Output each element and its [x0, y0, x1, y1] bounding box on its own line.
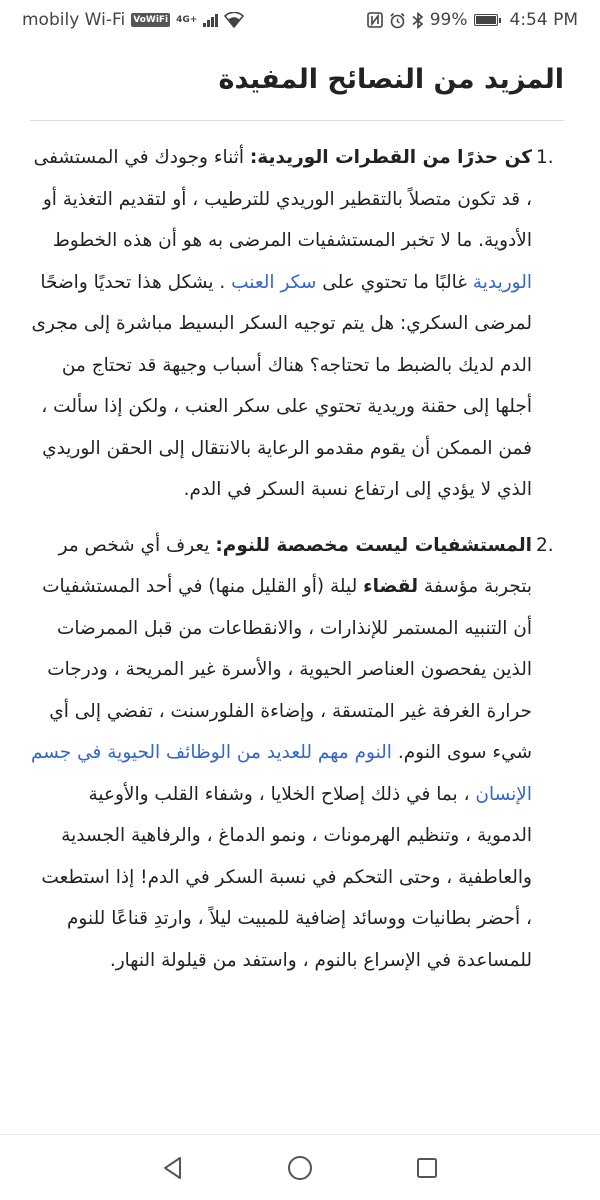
battery-icon — [474, 14, 498, 26]
clock: 4:54 PM — [509, 10, 578, 30]
tips-list — [30, 137, 564, 981]
network-type: 4G+ — [176, 15, 198, 25]
tip-text: ، بما في ذلك إصلاح الخلايا ، وشفاء القلب والأوعية الدموية ، وتنظيم الهرمونات ، ونمو الدماغ ، والرفاهية الجسدية والعاطفية ، وحتى التحكم في نسبة السكر في الدم! إذا استطعت ، أحضر بطانيات ووسائد إضافية للمبيت ليلاً ، وارتدِ قناعًا للنوم للمساعدة في الإسراع بالنوم ، واستفد من قيلولة النهار. — [41, 783, 532, 971]
nfc-icon — [367, 12, 383, 28]
tip-text: يعرف أي شخص مر بتجربة مؤسفة — [58, 534, 532, 597]
tip-text: ليلة (أو القليل منها) في أحد المستشفيات أن التنبيه المستمر للإنذارات ، والانقطاعات من قبل الممرضات الذين يفحصون العناصر الحيوية ، والأسرة غير المريحة ، ودرجات حرارة الغرفة غير المتسقة ، وإضاءة الفلورسنت ، تفضي إلى أي شيء سوى النوم. — [42, 576, 532, 763]
tip-title: المستشفيات ليست مخصصة للنوم: — [215, 534, 532, 556]
tip-text: أثناء وجودك في المستشفى ، قد تكون متصلاً بالتقطير الوريدي للترطيب ، أو لتقديم التغذية أو الأدوية. ما لا تخبر المستشفيات المرضى به هو أن هذه الخطوط — [33, 147, 532, 251]
recents-icon — [415, 1156, 439, 1180]
tip-title: كن حذرًا من القطرات الوريدية: — [249, 147, 532, 168]
home-button[interactable] — [280, 1148, 320, 1188]
back-icon — [160, 1155, 186, 1181]
status-left — [22, 10, 244, 30]
signal-icon — [203, 13, 218, 27]
tip-text: . يشكل هذا تحديًا واضحًا لمرضى السكري: هل يتم توجيه السكر البسيط مباشرة إلى مجرى الدم لديك بالضبط ما تحتاجه؟ هناك أسباب وجيهة قد تحتاج من أجلها إلى حقنة وريدية تحتوي على سكر العنب ، ولكن إذا سألت ، فمن الممكن أن يقوم مقدمو الرعاية بالانتقال إلى الحقن الوريدي الذي لا يؤدي إلى ارتفاع نسبة السكر في الدم. — [31, 271, 532, 500]
bluetooth-icon — [412, 12, 424, 29]
vowifi-badge: VoWiFi — [133, 15, 169, 25]
navigation-bar — [0, 1134, 600, 1200]
list-item-number: 1. — [536, 147, 554, 168]
status-bar — [0, 0, 600, 40]
battery-percent: 99% — [429, 10, 468, 30]
recents-button[interactable] — [407, 1148, 447, 1188]
carrier-label: mobily Wi-Fi — [22, 10, 126, 30]
list-item-number: 2. — [536, 534, 554, 556]
list-item — [30, 137, 564, 511]
alarm-icon — [389, 12, 406, 29]
status-right — [367, 10, 578, 30]
iv-link[interactable]: الوريدية — [472, 271, 532, 293]
home-icon — [286, 1154, 314, 1182]
section-heading: المزيد من النصائح المفيدة — [30, 60, 564, 121]
list-item — [30, 525, 564, 982]
dextrose-link[interactable]: سكر العنب — [231, 271, 317, 293]
wifi-icon — [224, 12, 244, 28]
back-button[interactable] — [153, 1148, 193, 1188]
tip-text: غالبًا ما تحتوي على — [316, 271, 473, 293]
sleep-link[interactable]: النوم مهم للعديد من الوظائف الحيوية في جسم الإنسان — [30, 742, 532, 805]
tip-bold-word: لقضاء — [363, 576, 419, 597]
article — [0, 40, 600, 1134]
